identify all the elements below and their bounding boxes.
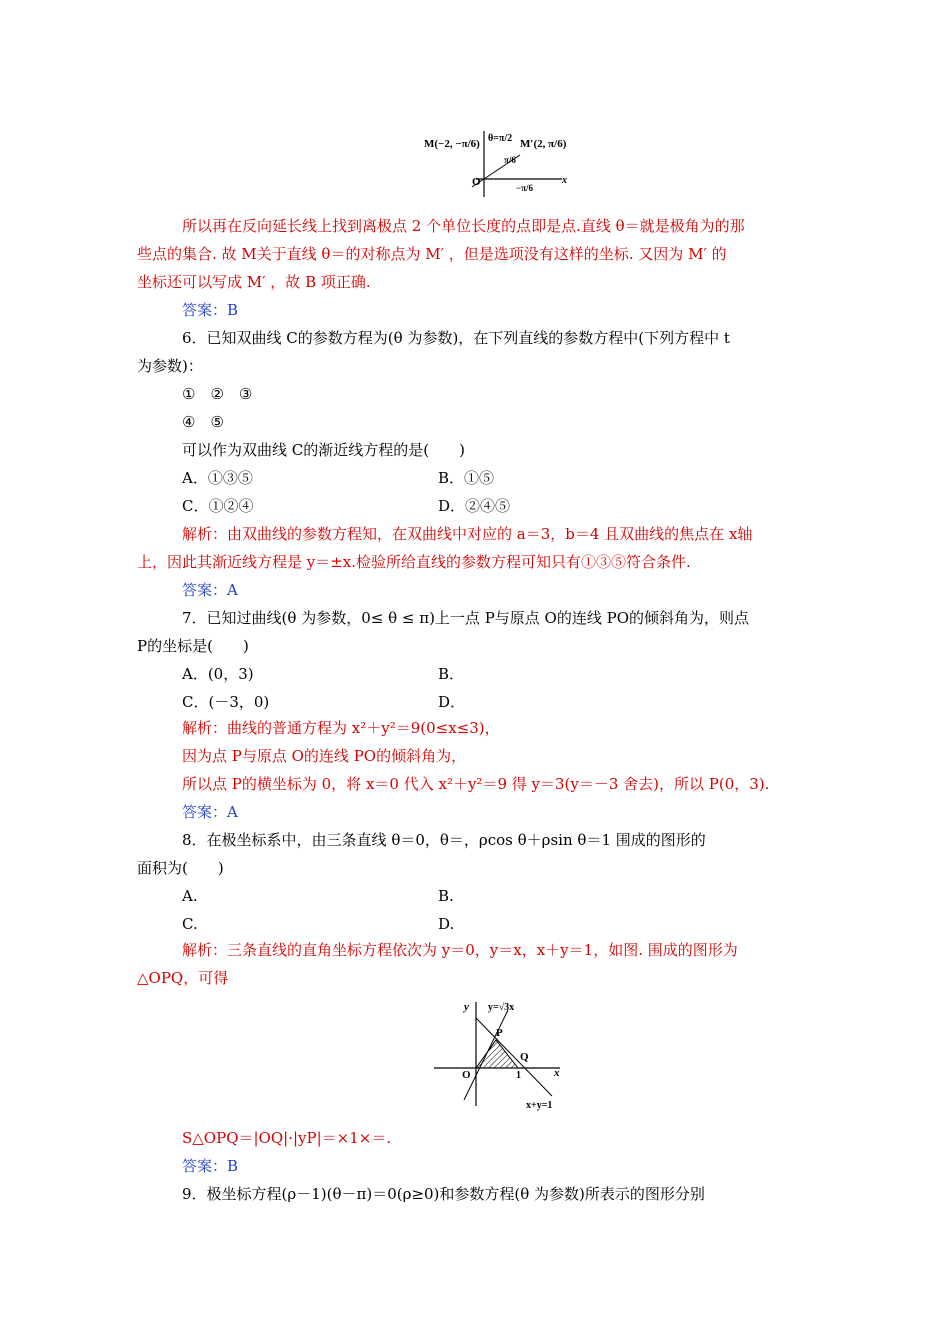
q7-option-a: A．(0，3) <box>182 665 254 683</box>
q8-stem-line2: 面积为( ) <box>137 859 224 877</box>
q6-option-c: C．①②④ <box>182 497 254 515</box>
q6-option-b: B．①⑤ <box>438 469 495 487</box>
q8-option-c: C. <box>182 915 198 933</box>
point-m-label: M(−2, −π/6) <box>424 138 480 150</box>
q6-explanation-line1: 解析：由双曲线的参数方程知，在双曲线中对应的 a＝3，b＝4 且双曲线的焦点在 x轴 <box>182 525 753 543</box>
origin-label: O <box>472 176 481 188</box>
q5-explanation-line1: 所以再在反向延长线上找到离极点 2 个单位长度的点即是点.直线 θ＝就是极角为的那 <box>182 217 745 235</box>
point-q-label: Q <box>520 1051 529 1063</box>
theta-label: θ=π/2 <box>488 133 513 144</box>
q5-explanation-line3: 坐标还可以写成 M′ ，故 B 项正确. <box>137 273 371 291</box>
x-axis-label: x <box>554 1067 560 1079</box>
q6-stem-line1: 6．已知双曲线 C的参数方程为(θ 为参数)，在下列直线的参数方程中(下列方程中 t <box>182 329 730 347</box>
q6-answer: 答案：A <box>182 581 238 599</box>
q9-stem-line1: 9．极坐标方程(ρ－1)(θ－π)＝0(ρ≥0)和参数方程(θ 为参数)所表示的图形分别 <box>182 1185 705 1203</box>
triangle-figure <box>430 996 570 1116</box>
line2-label: x+y=1 <box>526 1100 553 1111</box>
q5-answer: 答案：B <box>182 301 239 319</box>
q6-option-d: D．②④⑤ <box>438 497 511 515</box>
one-tick-label: 1 <box>516 1070 521 1081</box>
q5-explanation-line2: 些点的集合. 故 M关于直线 θ＝的对称点为 M′ ，但是选项没有这样的坐标. 又因为 M′ 的 <box>137 245 727 263</box>
q7-option-d: D． <box>438 693 466 711</box>
q6-explanation-line2: 上，因此其渐近线方程是 y＝±x.检验所给直线的参数方程可知只有①③⑤符合条件. <box>137 553 691 571</box>
q7-explanation-line2: 因为点 P与原点 O的连线 PO的倾斜角为， <box>182 747 467 765</box>
q7-answer: 答案：A <box>182 803 238 821</box>
q6-option-a: A．①③⑤ <box>182 469 253 487</box>
q7-explanation-line1: 解析：曲线的普通方程为 x²＋y²＝9(0≤x≤3)， <box>182 719 500 737</box>
q7-stem-line1: 7．已知过曲线(θ 为参数，0≤ θ ≤ π)上一点 P与原点 O的连线 PO的倾斜角为，则点 <box>182 609 750 627</box>
q8-explanation-line2: △OPQ，可得 <box>137 969 229 987</box>
line1-label: y=√3x <box>488 1002 515 1013</box>
polar-figure <box>420 127 580 199</box>
angle-neg-label: −π/6 <box>516 183 534 193</box>
q8-option-b: B. <box>438 887 454 905</box>
q8-answer: 答案：B <box>182 1157 239 1175</box>
x-axis-label: x <box>562 175 567 186</box>
q7-stem-line2: P的坐标是( ) <box>137 637 249 655</box>
q8-option-a: A. <box>182 887 198 905</box>
q7-explanation-line3: 所以点 P的横坐标为 0，将 x＝0 代入 x²＋y²＝9 得 y＝3(y＝－3 舍去)，所以 P(0，3). <box>182 775 770 793</box>
q8-stem-line1: 8．在极坐标系中，由三条直线 θ＝0，θ＝，ρcos θ＋ρsin θ＝1 围成的图形的 <box>182 831 706 849</box>
q8-option-d: D. <box>438 915 455 933</box>
q6-list-line2: ④ ⑤ <box>182 413 224 431</box>
q8-area-formula: S△OPQ＝|OQ|·|yP|＝×1×＝. <box>182 1129 392 1147</box>
q8-explanation-line1: 解析：三条直线的直角坐标方程依次为 y＝0，y＝x，x＋y＝1，如图. 围成的图形为 <box>182 941 738 959</box>
point-mprime-label: M′(2, π/6) <box>520 138 567 150</box>
q6-stem-line3: 可以作为双曲线 C的渐近线方程的是( ) <box>182 441 465 459</box>
point-p-label: P <box>496 1027 503 1039</box>
y-axis-label: y <box>464 1001 469 1013</box>
q7-option-c: C．(－3，0) <box>182 693 270 711</box>
origin-label: O <box>462 1069 471 1081</box>
q6-stem-line2: 为参数)： <box>137 357 203 375</box>
q7-option-b: B． <box>438 665 465 683</box>
q6-list-line1: ① ② ③ <box>182 385 253 403</box>
angle-pos-label: π/6 <box>504 155 516 165</box>
